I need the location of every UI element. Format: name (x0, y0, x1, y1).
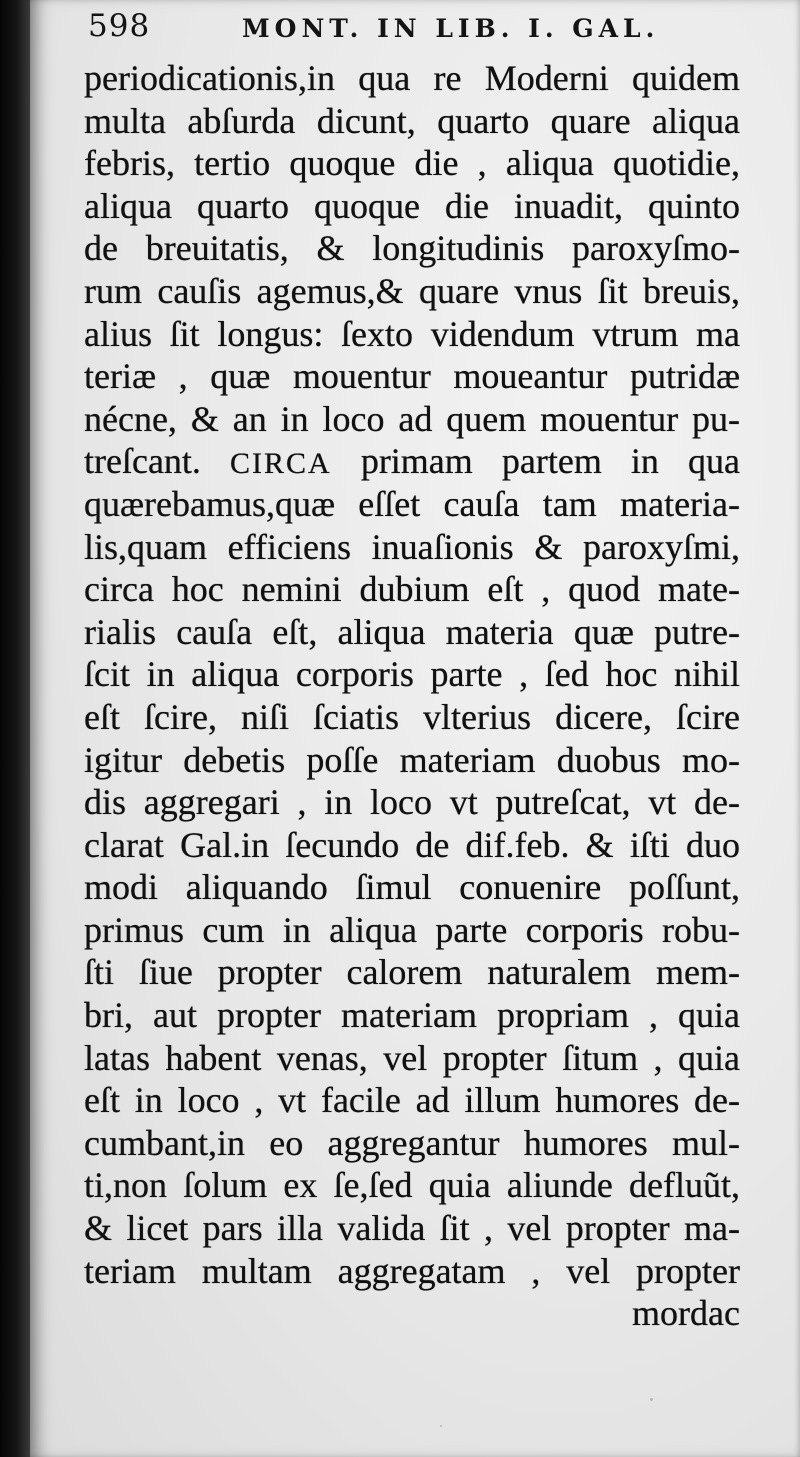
text-line: & licet pars illa valida ſit , vel propter ma- (84, 1208, 740, 1249)
paper-speck (650, 1398, 653, 1401)
text-line: alius ſit longus: ſexto videndum vtrum ma (84, 313, 740, 354)
text-line: eſt in loco , vt facile ad illum humores de- (84, 1080, 740, 1121)
text-line: ſcit in aliqua corporis parte , ſed hoc nihil (84, 654, 740, 695)
text-line: primus cum in aliqua parte corporis robu- (84, 909, 740, 950)
text-line: ti,non ſolum ex ſe,ſed quia aliunde defluũt, (84, 1165, 740, 1206)
catchword: mordac (632, 1293, 740, 1334)
text-line-with-small-caps (84, 440, 740, 483)
text-line: rum cauſis agemus,& quare vnus ſit breuis, (84, 270, 740, 311)
text-line: modi aliquando ſimul conuenire poſſunt, (84, 867, 740, 908)
running-head: MONT. IN LIB. I. GAL. (242, 14, 660, 43)
page-header (82, 8, 782, 48)
text-line: igitur debetis poſſe materiam duobus mo- (84, 739, 740, 780)
text-line: teriæ , quæ mouentur moueantur putridæ (84, 356, 740, 397)
text-line: rialis cauſa eſt, aliqua materia quæ putre- (84, 611, 740, 652)
text-line: ſti ſiue propter calorem naturalem mem- (84, 952, 740, 993)
text-line: latas habent venas, vel propter ſitum , quia (84, 1037, 740, 1078)
text-fragment: treſcant. (84, 441, 201, 482)
text-line: de breuitatis, & longitudinis paroxyſmo- (84, 228, 740, 269)
paper-speck (440, 1425, 442, 1427)
book-gutter-shadow (0, 0, 30, 1457)
text-line: aliqua quarto quoque die inuadit, quinto (84, 185, 740, 226)
text-line: periodicationis,in qua re Moderni quidem (84, 58, 740, 98)
text-line: lis,quam efficiens inuaſionis & paroxyſmi, (84, 526, 740, 567)
text-line: teriam multam aggregatam , vel propter (84, 1250, 740, 1291)
text-line: multa abſurda dicunt, quarto quare aliqua (84, 100, 740, 141)
small-caps-word: CIRCA (230, 447, 332, 481)
text-line: quærebamus,quæ eſſet cauſa tam materia- (84, 483, 740, 524)
text-line: eſt ſcire, niſi ſciatis vlterius dicere, ſcire (84, 696, 740, 737)
text-line: febris, tertio quoque die , aliqua quotidie, (84, 143, 740, 184)
page-number: 598 (88, 8, 151, 44)
text-line: cumbant,in eo aggregantur humores mul- (84, 1122, 740, 1163)
text-line: bri, aut propter materiam propriam , quia (84, 995, 740, 1036)
text-line: nécne, & an in loco ad quem mouentur pu- (84, 398, 740, 439)
body-text (84, 57, 740, 1335)
text-line: dis aggregari , in loco vt putreſcat, vt de- (84, 782, 740, 823)
text-line: clarat Gal.in ſecundo de dif.feb. & iſti duo (84, 824, 740, 865)
text-fragment: primam partem in qua (360, 441, 740, 482)
text-line: circa hoc nemini dubium eſt , quod mate- (84, 569, 740, 610)
